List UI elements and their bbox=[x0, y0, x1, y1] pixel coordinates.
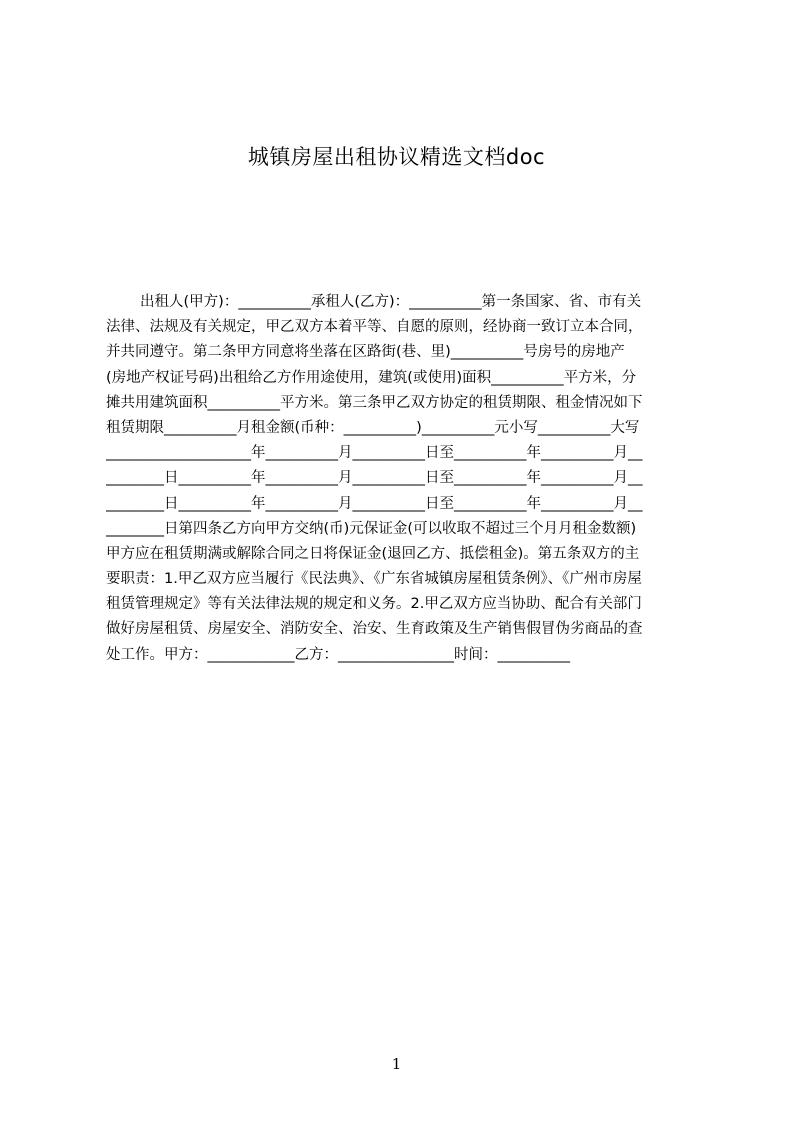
body-line-6: 租赁期限__________月租金额(币种：__________)__________元小写__________大写 bbox=[106, 419, 640, 436]
body-line-2: 法律、法规及有关规定，甲乙双方本着平等、自愿的原则，经协商一致订立本合同， bbox=[106, 319, 643, 336]
page-title: 城镇房屋出租协议精选文档doc bbox=[247, 145, 546, 169]
body-line-9: ________日__________年__________月__________日至__________年__________月__ bbox=[106, 495, 643, 512]
body-line-10: ________日第四条乙方向甲方交纳(币)元保证金(可以收取不超过三个月月租金数额) bbox=[106, 520, 637, 537]
body-line-14: 做好房屋租赁、房屋安全、消防安全、治安、生育政策及生产销售假冒伪劣商品的查 bbox=[106, 621, 643, 638]
body-line-8: ________日__________年__________月__________日至__________年__________月__ bbox=[106, 470, 643, 487]
body-line-12: 要职责：1.甲乙双方应当履行《民法典》、《广东省城镇房屋租赁条例》、《广州市房屋 bbox=[106, 571, 642, 588]
body-line-11: 甲方应在租赁期满或解除合同之日将保证金(退回乙方、抵偿租金)。第五条双方的主 bbox=[106, 545, 640, 562]
body-line-5: 摊共用建筑面积__________平方米。第三条甲乙双方协定的租赁期限、租金情况如下 bbox=[106, 394, 643, 411]
document-body bbox=[106, 290, 702, 668]
page-number: 1 bbox=[391, 1055, 402, 1073]
body-line-15: 处工作。甲方：____________乙方：________________时间：__________ bbox=[106, 646, 570, 663]
body-line-3: 并共同遵守。第二条甲方同意将坐落在区路街(巷、里)__________号房号的房地产 bbox=[106, 344, 625, 361]
body-line-7: ____________________年__________月__________日至__________年__________月__ bbox=[106, 445, 643, 462]
body-line-1: 出租人(甲方)：__________承租人(乙方)：__________第一条国家、省、市有关 bbox=[140, 294, 642, 310]
body-line-13: 租赁管理规定》等有关法律法规的规定和义务。2.甲乙双方应当协助、配合有关部门 bbox=[106, 596, 642, 613]
body-line-4: (房地产权证号码)出租给乙方作用途使用，建筑(或使用)面积__________平方米，分 bbox=[106, 369, 637, 386]
